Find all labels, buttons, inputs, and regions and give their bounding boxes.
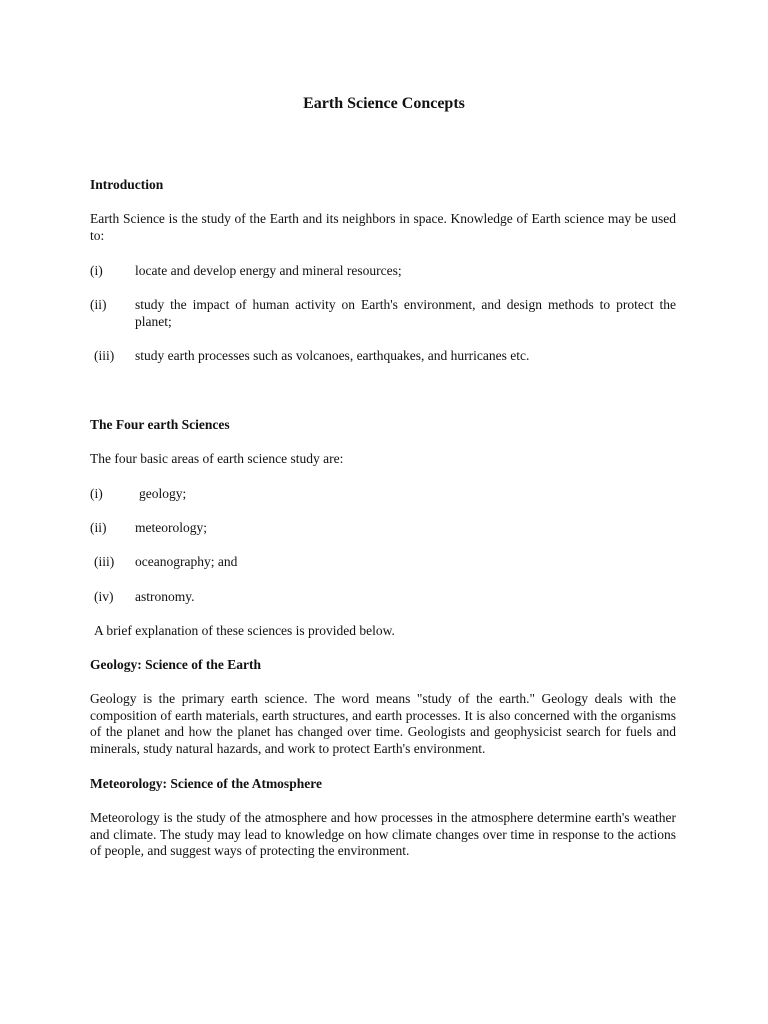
list-item-number: (i) [90,486,103,501]
list-item-number: (i) [90,263,103,278]
intro-heading: Introduction [90,177,164,192]
list-item-text: locate and develop energy and mineral resources; [135,263,402,278]
list-item-text: meteorology; [135,520,207,535]
list-item-number: (iii) [94,554,115,569]
list-item-text: study the impact of human activity on Earth's environment, and design methods to protect the planet; [135,297,676,329]
list-item-number: (ii) [90,297,107,312]
list-item-number: (iv) [94,589,114,604]
list-item-number: (iii) [94,348,115,363]
list-item-text: oceanography; and [135,554,238,569]
geology-heading: Geology: Science of the Earth [90,657,261,672]
list-item-number: (ii) [90,520,107,535]
four-sciences-paragraph: The four basic areas of earth science study are: [90,451,344,466]
list-item-text: geology; [139,486,187,501]
list-item-text: astronomy. [135,589,195,604]
four-sciences-heading: The Four earth Sciences [90,417,230,432]
four-sciences-note: A brief explanation of these sciences is provided below. [94,623,395,638]
list-item-text: study earth processes such as volcanoes, earthquakes, and hurricanes etc. [135,348,530,363]
intro-paragraph: Earth Science is the study of the Earth and its neighbors in space. Knowledge of Earth science may be used to: [90,211,676,243]
meteorology-paragraph: Meteorology is the study of the atmosphere and how processes in the atmosphere determine earth's weather and climate. The study may lead to knowledge on how climate changes over time in response to the actions of people, and suggest ways of protecting the environment. [90,810,676,858]
meteorology-heading: Meteorology: Science of the Atmosphere [90,776,322,791]
geology-paragraph: Geology is the primary earth science. The word means "study of the earth." Geology deals with the composition of earth materials, earth structures, and earth processes. It is also concerned with the organisms of the planet and how the planet has changed over time. Geologists and geophysicist search for fuels and minerals, study natural hazards, and work to protect Earth's environment. [90,691,676,756]
page-title: Earth Science Concepts [303,95,465,112]
